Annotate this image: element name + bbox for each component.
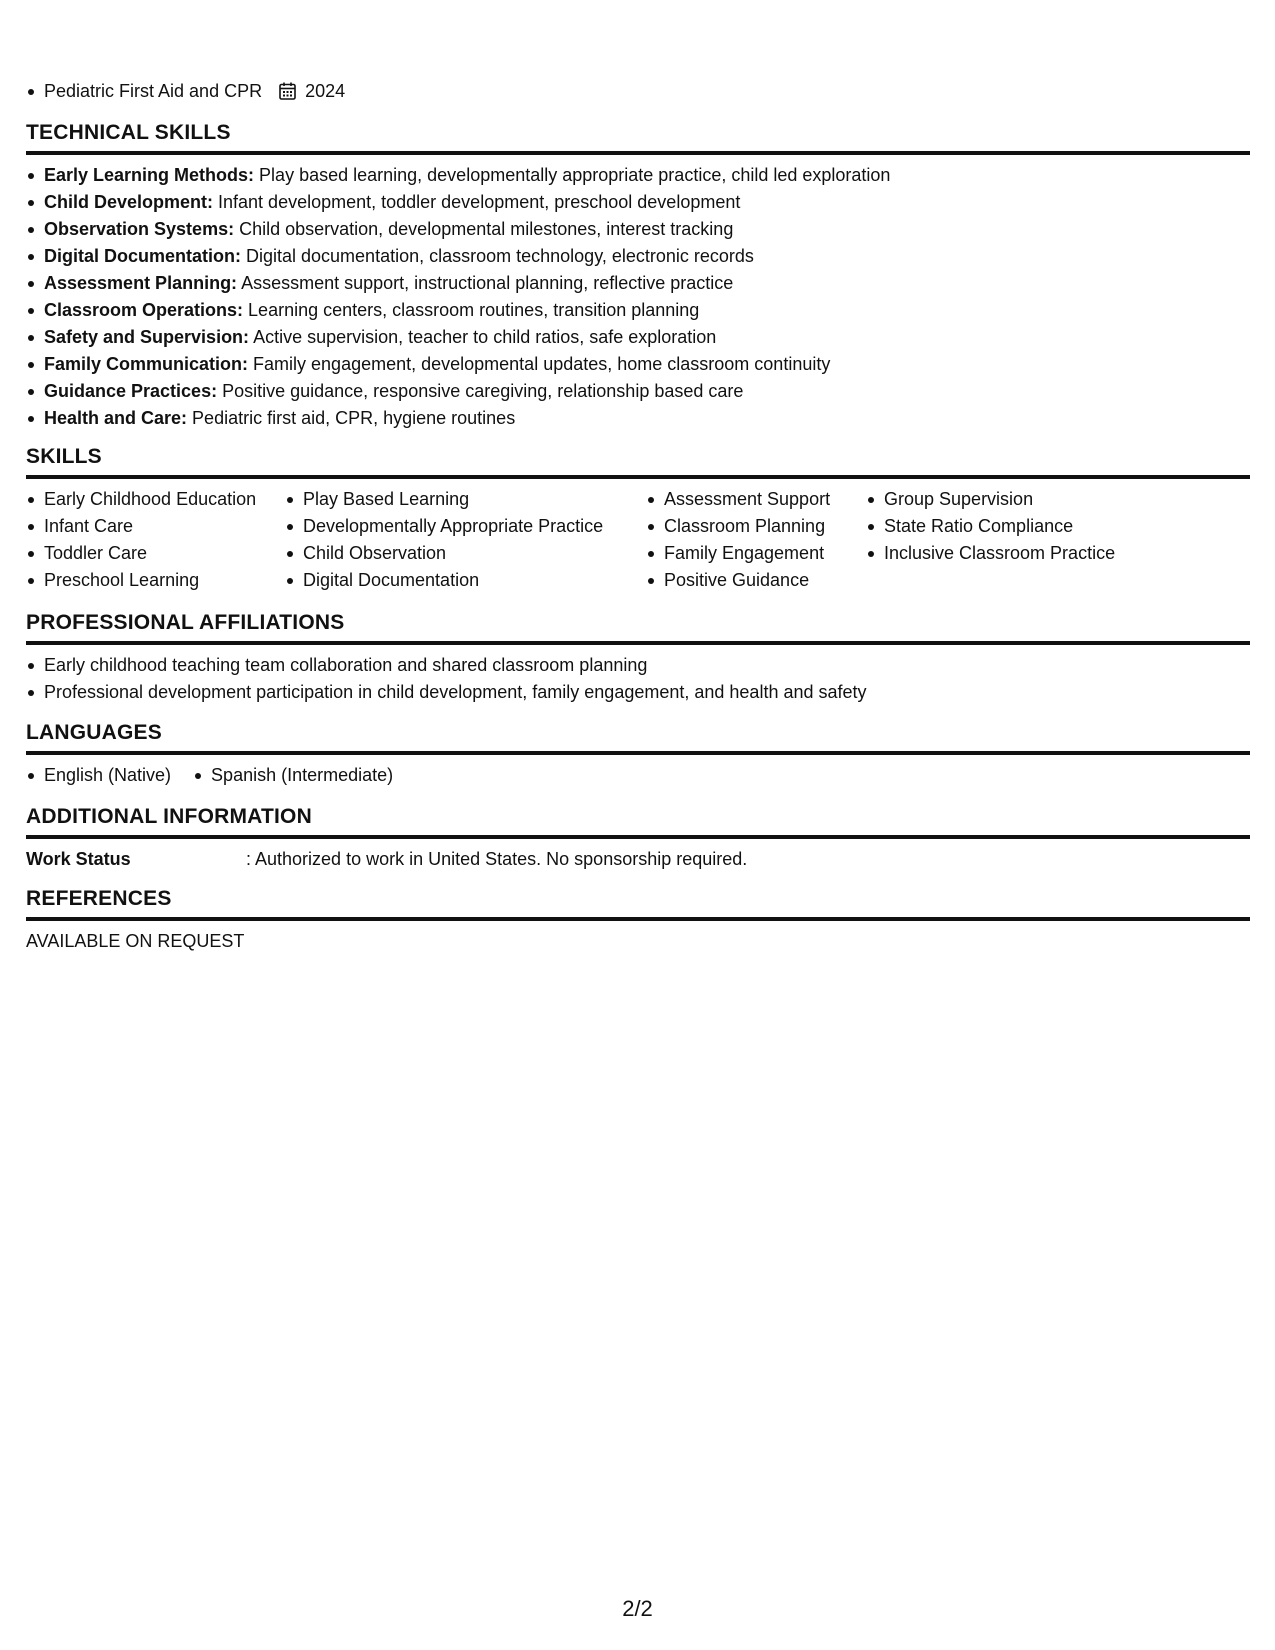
language-item: Spanish (Intermediate) [193,762,393,789]
affiliation-item: Professional development participation in child development, family engagement, and health and safety [26,679,1250,706]
section-title: SKILLS [26,444,1250,479]
technical-skill-label: Child Development: [44,192,214,212]
references-text: AVAILABLE ON REQUEST [26,931,245,951]
skill-item: Toddler Care [26,540,256,567]
technical-skill-text: Child observation, developmental milestones, interest tracking [234,219,734,239]
technical-skill-item [26,297,1250,324]
skill-item: Play Based Learning [285,486,603,513]
section-title: PROFESSIONAL AFFILIATIONS [26,610,1250,645]
skill-item: Digital Documentation [285,567,603,594]
skill-item: Inclusive Classroom Practice [866,540,1115,567]
references-section [26,886,1250,955]
technical-skill-item [26,324,1250,351]
technical-skill-label: Classroom Operations: [44,300,244,320]
technical-skill-label: Assessment Planning: [44,273,238,293]
work-status-value: : Authorized to work in United States. No sponsorship required. [246,849,748,869]
skill-item: Classroom Planning [646,513,830,540]
skills-section [26,444,1250,598]
technical-skill-label: Family Communication: [44,354,249,374]
technical-skills-section [26,120,1250,432]
skill-item: Group Supervision [866,486,1115,513]
technical-skill-item [26,243,1250,270]
section-title: ADDITIONAL INFORMATION [26,804,1250,839]
technical-skill-item [26,216,1250,243]
technical-skill-label: Early Learning Methods: [44,165,255,185]
skill-item: Early Childhood Education [26,486,256,513]
work-status-row [26,846,1250,873]
technical-skill-item [26,378,1250,405]
technical-skill-text: Positive guidance, responsive caregiving, relationship based care [217,381,744,401]
skills-column [646,486,830,594]
skill-item: State Ratio Compliance [866,513,1115,540]
certification-year: 2024 [305,81,346,101]
skills-column [285,486,603,594]
skill-item: Assessment Support [646,486,830,513]
technical-skill-text: Digital documentation, classroom technology, electronic records [241,246,754,266]
technical-skill-text: Infant development, toddler development, preschool development [213,192,741,212]
section-title: LANGUAGES [26,720,1250,755]
technical-skill-item [26,162,1250,189]
skill-item: Developmentally Appropriate Practice [285,513,603,540]
technical-skill-text: Pediatric first aid, CPR, hygiene routines [187,408,516,428]
technical-skill-label: Observation Systems: [44,219,235,239]
technical-skills-list [26,162,1250,432]
section-title: REFERENCES [26,886,1250,921]
technical-skill-text: Play based learning, developmentally appropriate practice, child led exploration [254,165,891,185]
technical-skill-text: Assessment support, instructional planning, reflective practice [237,273,734,293]
skill-item: Preschool Learning [26,567,256,594]
technical-skill-item [26,189,1250,216]
additional-info-section [26,804,1250,873]
skill-item: Positive Guidance [646,567,830,594]
technical-skill-label: Health and Care: [44,408,188,428]
technical-skill-label: Guidance Practices: [44,381,218,401]
technical-skill-label: Digital Documentation: [44,246,241,266]
skills-column [26,486,256,594]
page-number: 2/2 [622,1596,653,1621]
skills-column [866,486,1115,567]
languages-section [26,720,1250,789]
skill-item: Child Observation [285,540,603,567]
work-status-label: Work Status [26,849,131,869]
language-item: English (Native) [26,762,171,789]
technical-skill-item [26,405,1250,432]
technical-skill-item [26,351,1250,378]
technical-skill-text: Family engagement, developmental updates, home classroom continuity [248,354,831,374]
affiliations-section [26,610,1250,706]
certification-name: Pediatric First Aid and CPR [44,81,263,101]
skills-grid [26,486,1250,598]
certification-item [26,78,345,105]
certification-list [26,78,345,105]
affiliations-list [26,652,1250,706]
section-title: TECHNICAL SKILLS [26,120,1250,155]
calendar-icon [279,82,296,100]
skill-item: Family Engagement [646,540,830,567]
technical-skill-label: Safety and Supervision: [44,327,250,347]
skill-item: Infant Care [26,513,256,540]
technical-skill-text: Learning centers, classroom routines, transition planning [243,300,700,320]
languages-list [26,762,1250,789]
affiliation-item: Early childhood teaching team collaboration and shared classroom planning [26,652,1250,679]
technical-skill-text: Active supervision, teacher to child ratios, safe exploration [249,327,717,347]
technical-skill-item [26,270,1250,297]
